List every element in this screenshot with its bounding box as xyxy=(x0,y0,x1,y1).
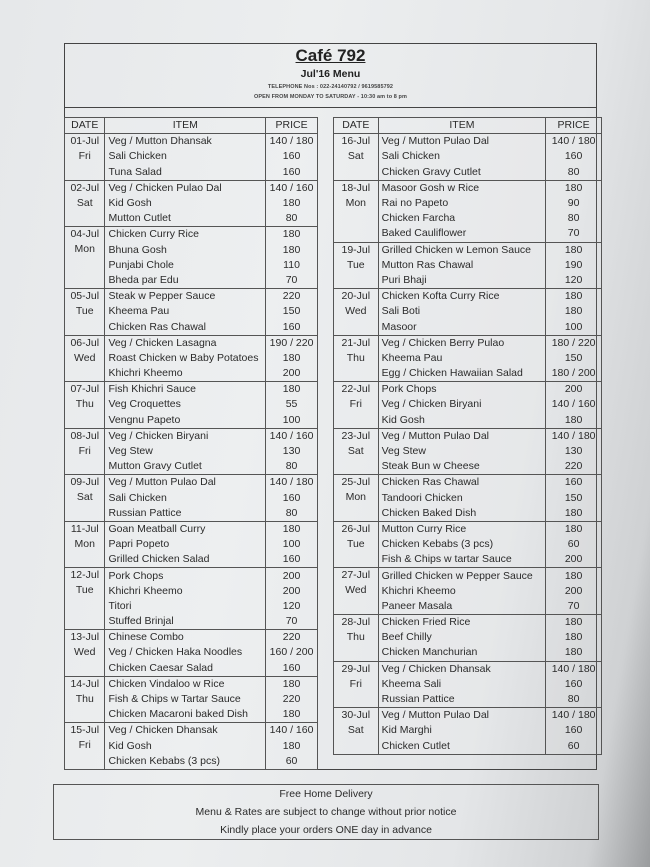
table-header-row xyxy=(65,118,318,134)
menu-row xyxy=(65,630,318,646)
item-price: 180 xyxy=(546,568,602,584)
date-cell xyxy=(334,475,379,522)
date-cell xyxy=(334,708,379,755)
item-price: 80 xyxy=(546,165,602,181)
menu-row xyxy=(334,382,602,398)
item-name: Veg / Chicken Berry Pulao xyxy=(378,335,546,351)
item-price: 140 / 180 xyxy=(266,134,318,150)
date-cell xyxy=(65,630,105,677)
menu-row xyxy=(65,382,318,398)
date-cell xyxy=(65,180,105,227)
item-name: Chicken Baked Dish xyxy=(378,506,546,522)
item-price: 160 / 200 xyxy=(266,645,318,660)
item-price: 120 xyxy=(266,599,318,614)
weekday-label: Tue xyxy=(346,258,365,271)
item-name: Mutton Ras Chawal xyxy=(378,258,546,273)
menu-row xyxy=(65,335,318,351)
item-name: Veg / Mutton Pulao Dal xyxy=(105,475,266,491)
weekday-label: Sat xyxy=(347,724,364,737)
menu-table-right xyxy=(333,117,602,755)
item-price: 180 xyxy=(266,196,318,211)
item-name: Veg Croquettes xyxy=(105,397,266,412)
item-price: 180 xyxy=(266,676,318,692)
date-label: 16-Jul xyxy=(341,135,371,148)
item-name: Puri Bhaji xyxy=(378,273,546,289)
weekday-label: Tue xyxy=(346,537,365,550)
item-name: Veg / Chicken Dhansak xyxy=(105,723,266,739)
item-price: 160 xyxy=(266,319,318,335)
item-name: Chicken Kofta Curry Rice xyxy=(378,289,546,305)
order-notice: Kindly place your orders ONE day in advance xyxy=(220,824,432,836)
date-cell xyxy=(65,335,105,382)
date-cell xyxy=(334,521,379,568)
menu-row xyxy=(65,428,318,444)
date-label: 27-Jul xyxy=(341,569,371,582)
menu-header xyxy=(64,43,597,107)
menu-row xyxy=(334,615,602,631)
date-cell xyxy=(65,568,105,630)
item-price: 70 xyxy=(266,614,318,630)
item-name: Russian Pattice xyxy=(105,506,266,522)
item-price: 200 xyxy=(546,584,602,599)
item-price: 55 xyxy=(266,397,318,412)
date-cell xyxy=(65,521,105,568)
item-price: 160 xyxy=(546,149,602,164)
item-price: 70 xyxy=(546,226,602,242)
item-name: Khichri Kheemo xyxy=(105,584,266,599)
date-label: 15-Jul xyxy=(70,724,100,737)
item-name: Masoor Gosh w Rice xyxy=(378,180,546,196)
weekday-label: Fri xyxy=(78,444,91,457)
item-price: 180 xyxy=(266,739,318,754)
item-name: Paneer Masala xyxy=(378,599,546,615)
date-label: 25-Jul xyxy=(341,476,371,489)
item-price: 130 xyxy=(266,444,318,459)
footer-notice xyxy=(53,784,599,840)
item-price: 100 xyxy=(266,537,318,552)
weekday-label: Tue xyxy=(75,305,94,318)
menu-row xyxy=(334,134,602,150)
item-price: 180 xyxy=(266,382,318,398)
date-label: 08-Jul xyxy=(70,429,100,442)
item-price: 140 / 160 xyxy=(546,397,602,412)
weekday-label: Mon xyxy=(345,491,367,504)
item-price: 180 xyxy=(546,506,602,522)
menu-row xyxy=(334,521,602,537)
menu-subtitle: Jul'16 Menu xyxy=(300,68,361,80)
item-price: 220 xyxy=(546,459,602,475)
menu-row xyxy=(65,475,318,491)
item-price: 160 xyxy=(546,677,602,692)
item-price: 220 xyxy=(266,630,318,646)
item-price: 70 xyxy=(266,273,318,289)
item-name: Veg / Mutton Dhansak xyxy=(105,134,266,150)
date-label: 23-Jul xyxy=(341,429,371,442)
date-label: 02-Jul xyxy=(70,181,100,194)
item-price: 180 xyxy=(546,521,602,537)
menu-row xyxy=(65,521,318,537)
item-name: Kid Marghi xyxy=(378,723,546,738)
date-label: 01-Jul xyxy=(70,135,100,148)
date-cell xyxy=(65,134,105,181)
weekday-label: Mon xyxy=(74,537,95,550)
item-name: Veg / Chicken Pulao Dal xyxy=(105,180,266,196)
item-price: 80 xyxy=(266,459,318,475)
date-cell xyxy=(334,134,379,181)
item-price: 180 xyxy=(546,413,602,429)
item-name: Veg / Mutton Pulao Dal xyxy=(378,708,546,724)
item-column-header: ITEM xyxy=(105,118,266,134)
item-price: 150 xyxy=(546,351,602,366)
item-name: Veg Stew xyxy=(378,444,546,459)
menu-row xyxy=(334,335,602,351)
weekday-label: Thu xyxy=(75,692,94,705)
price-column-header: PRICE xyxy=(266,118,318,134)
item-name: Russian Pattice xyxy=(378,692,546,708)
date-cell xyxy=(334,242,379,289)
item-price: 180 xyxy=(266,707,318,723)
item-price: 190 / 220 xyxy=(266,335,318,351)
item-name: Mutton Cutlet xyxy=(105,211,266,227)
header-divider xyxy=(64,107,597,108)
date-label: 14-Jul xyxy=(70,677,100,690)
item-price: 70 xyxy=(546,599,602,615)
item-price: 100 xyxy=(546,319,602,335)
item-price: 180 xyxy=(546,630,602,645)
item-name: Fish & Chips w Tartar Sauce xyxy=(105,692,266,707)
item-price: 160 xyxy=(266,165,318,181)
date-label: 12-Jul xyxy=(70,569,100,582)
item-price: 120 xyxy=(546,273,602,289)
item-price: 100 xyxy=(266,413,318,429)
date-column-header: DATE xyxy=(334,118,379,134)
date-cell xyxy=(334,289,379,336)
date-column-header: DATE xyxy=(65,118,105,134)
menu-row xyxy=(334,428,602,444)
item-name: Veg / Chicken Haka Noodles xyxy=(105,645,266,660)
item-name: Goan Meatball Curry xyxy=(105,521,266,537)
weekday-label: Sat xyxy=(347,150,364,163)
item-price: 160 xyxy=(266,552,318,568)
item-name: Kid Gosh xyxy=(105,196,266,211)
menu-row xyxy=(65,676,318,692)
date-cell xyxy=(334,615,379,662)
item-price: 180 xyxy=(266,227,318,243)
item-name: Grilled Chicken w Pepper Sauce xyxy=(378,568,546,584)
item-name: Chicken Ras Chawal xyxy=(378,475,546,491)
item-name: Tuna Salad xyxy=(105,165,266,181)
date-label: 04-Jul xyxy=(70,228,100,241)
item-price: 140 / 180 xyxy=(546,134,602,150)
date-label: 28-Jul xyxy=(341,616,371,628)
weekday-label: Fri xyxy=(78,150,91,163)
item-price: 80 xyxy=(266,211,318,227)
telephone-line: TELEPHONE Nos : 022-24140792 / 9619585792 xyxy=(267,84,394,90)
date-label: 26-Jul xyxy=(341,522,371,535)
weekday-label: Tue xyxy=(75,584,94,597)
menu-row xyxy=(65,134,318,150)
item-price: 60 xyxy=(546,537,602,552)
menu-row xyxy=(65,227,318,243)
item-price: 90 xyxy=(546,196,602,211)
weekday-label: Mon xyxy=(345,196,367,209)
menu-row xyxy=(334,289,602,305)
date-cell xyxy=(65,676,105,723)
item-price: 200 xyxy=(266,584,318,599)
item-name: Mutton Gravy Cutlet xyxy=(105,459,266,475)
date-cell xyxy=(334,661,379,708)
item-price: 200 xyxy=(266,366,318,382)
item-name: Chicken Manchurian xyxy=(378,645,546,661)
menu-row xyxy=(334,661,602,677)
item-price: 190 xyxy=(546,258,602,273)
item-price: 140 / 180 xyxy=(266,475,318,491)
item-price: 140 / 160 xyxy=(266,723,318,739)
item-price: 200 xyxy=(546,382,602,398)
item-name: Veg / Mutton Pulao Dal xyxy=(378,134,546,150)
item-price: 180 xyxy=(266,243,318,258)
item-name: Chicken Vindaloo w Rice xyxy=(105,676,266,692)
item-name: Punjabi Chole xyxy=(105,258,266,273)
menu-row xyxy=(334,475,602,491)
weekday-label: Fri xyxy=(349,398,362,411)
item-name: Grilled Chicken Salad xyxy=(105,552,266,568)
date-label: 22-Jul xyxy=(341,383,371,396)
item-price: 140 / 160 xyxy=(266,180,318,196)
item-price: 140 / 180 xyxy=(546,661,602,677)
date-label: 06-Jul xyxy=(70,336,100,349)
item-name: Baked Cauliflower xyxy=(378,226,546,242)
date-label: 13-Jul xyxy=(70,631,100,644)
item-name: Chicken Cutlet xyxy=(378,739,546,755)
item-name: Sali Chicken xyxy=(105,491,266,506)
item-name: Chicken Curry Rice xyxy=(105,227,266,243)
weekday-label: Thu xyxy=(346,351,365,364)
item-name: Roast Chicken w Baby Potatoes xyxy=(105,351,266,366)
item-name: Chicken Fried Rice xyxy=(378,615,546,631)
item-name: Rai no Papeto xyxy=(378,196,546,211)
item-name: Steak Bun w Cheese xyxy=(378,459,546,475)
item-price: 180 xyxy=(546,289,602,305)
menu-row xyxy=(65,568,318,584)
weekday-label: Wed xyxy=(74,351,96,364)
item-name: Chicken Gravy Cutlet xyxy=(378,165,546,181)
weekday-label: Wed xyxy=(74,646,96,659)
date-cell xyxy=(334,428,379,475)
item-name: Veg / Mutton Pulao Dal xyxy=(378,428,546,444)
item-name: Fish Khichri Sauce xyxy=(105,382,266,398)
item-name: Stuffed Brinjal xyxy=(105,614,266,630)
date-label: 09-Jul xyxy=(70,476,100,489)
date-cell xyxy=(334,568,379,615)
menu-row xyxy=(334,568,602,584)
date-label: 18-Jul xyxy=(341,181,371,194)
item-name: Chicken Farcha xyxy=(378,211,546,226)
item-price: 180 xyxy=(546,180,602,196)
menu-table-left xyxy=(64,117,318,770)
item-name: Chicken Macaroni baked Dish xyxy=(105,707,266,723)
date-cell xyxy=(65,227,105,289)
opening-hours: OPEN FROM MONDAY TO SATURDAY - 10:30 am to 8 pm xyxy=(253,94,408,100)
date-label: 19-Jul xyxy=(341,243,371,256)
item-name: Egg / Chicken Hawaiian Salad xyxy=(378,366,546,382)
item-name: Bhuna Gosh xyxy=(105,243,266,258)
item-name: Mutton Curry Rice xyxy=(378,521,546,537)
date-label: 05-Jul xyxy=(70,290,100,303)
delivery-notice: Free Home Delivery xyxy=(279,788,373,800)
item-price: 180 / 200 xyxy=(546,366,602,382)
item-name: Titori xyxy=(105,599,266,614)
item-price: 160 xyxy=(266,491,318,506)
item-name: Pork Chops xyxy=(105,568,266,584)
item-price: 180 xyxy=(546,242,602,258)
date-cell xyxy=(334,180,379,242)
cafe-title: Café 792 xyxy=(295,46,366,65)
item-price: 180 xyxy=(546,645,602,661)
item-name: Chicken Kebabs (3 pcs) xyxy=(378,537,546,552)
date-label: 30-Jul xyxy=(341,709,371,722)
item-price: 60 xyxy=(266,754,318,770)
item-name: Sali Boti xyxy=(378,304,546,319)
item-price: 130 xyxy=(546,444,602,459)
weekday-label: Mon xyxy=(74,243,95,256)
item-price: 180 / 220 xyxy=(546,335,602,351)
weekday-label: Thu xyxy=(346,631,365,643)
date-label: 07-Jul xyxy=(70,383,100,396)
item-price: 80 xyxy=(266,506,318,522)
item-name: Veg / Chicken Lasagna xyxy=(105,335,266,351)
item-price: 80 xyxy=(546,692,602,708)
date-cell xyxy=(65,723,105,770)
item-price: 110 xyxy=(266,258,318,273)
item-price: 180 xyxy=(266,521,318,537)
menu-row xyxy=(65,723,318,739)
item-name: Sali Chicken xyxy=(105,149,266,164)
item-price: 200 xyxy=(546,552,602,568)
item-price: 160 xyxy=(546,475,602,491)
weekday-label: Fri xyxy=(78,739,91,752)
item-name: Kheema Pau xyxy=(105,304,266,319)
weekday-label: Fri xyxy=(349,677,362,690)
item-name: Sali Chicken xyxy=(378,149,546,164)
date-cell xyxy=(65,428,105,475)
item-price: 180 xyxy=(546,615,602,631)
item-name: Chicken Caesar Salad xyxy=(105,661,266,677)
item-name: Khichri Kheemo xyxy=(378,584,546,599)
date-label: 21-Jul xyxy=(341,336,371,349)
date-label: 20-Jul xyxy=(341,290,371,303)
weekday-label: Wed xyxy=(345,584,367,597)
item-price: 160 xyxy=(266,149,318,164)
date-label: 11-Jul xyxy=(70,522,99,535)
weekday-label: Thu xyxy=(75,398,94,411)
item-price: 80 xyxy=(546,211,602,226)
weekday-label: Sat xyxy=(76,491,93,504)
item-name: Kheema Pau xyxy=(378,351,546,366)
item-name: Fish & Chips w tartar Sauce xyxy=(378,552,546,568)
item-name: Chinese Combo xyxy=(105,630,266,646)
weekday-label: Sat xyxy=(347,444,364,457)
item-name: Papri Popeto xyxy=(105,537,266,552)
item-price: 160 xyxy=(266,661,318,677)
item-price: 150 xyxy=(266,304,318,319)
item-name: Veg Stew xyxy=(105,444,266,459)
item-name: Kheema Sali xyxy=(378,677,546,692)
rates-notice: Menu & Rates are subject to change without prior notice xyxy=(195,806,457,818)
item-price: 150 xyxy=(546,491,602,506)
item-price: 220 xyxy=(266,692,318,707)
item-price: 60 xyxy=(546,739,602,755)
item-name: Chicken Ras Chawal xyxy=(105,319,266,335)
date-label: 29-Jul xyxy=(341,662,371,675)
item-name: Khichri Kheemo xyxy=(105,366,266,382)
item-name: Kid Gosh xyxy=(378,413,546,429)
item-name: Grilled Chicken w Lemon Sauce xyxy=(378,242,546,258)
item-name: Kid Gosh xyxy=(105,739,266,754)
item-price: 140 / 160 xyxy=(266,428,318,444)
date-cell xyxy=(65,289,105,336)
item-name: Veg / Chicken Biryani xyxy=(378,397,546,412)
item-price: 220 xyxy=(266,289,318,305)
item-name: Masoor xyxy=(378,319,546,335)
item-price: 160 xyxy=(546,723,602,738)
item-price: 140 / 180 xyxy=(546,428,602,444)
item-name: Veg / Chicken Dhansak xyxy=(378,661,546,677)
item-price: 200 xyxy=(266,568,318,584)
date-cell xyxy=(334,382,379,429)
item-price: 140 / 180 xyxy=(546,708,602,724)
item-name: Pork Chops xyxy=(378,382,546,398)
menu-row xyxy=(65,289,318,305)
item-name: Veg / Chicken Biryani xyxy=(105,428,266,444)
item-name: Chicken Kebabs (3 pcs) xyxy=(105,754,266,770)
date-cell xyxy=(65,382,105,429)
item-price: 180 xyxy=(546,304,602,319)
item-name: Tandoori Chicken xyxy=(378,491,546,506)
date-cell xyxy=(65,475,105,522)
menu-row xyxy=(334,242,602,258)
menu-row xyxy=(334,180,602,196)
weekday-label: Sat xyxy=(76,196,93,209)
item-name: Bheda par Edu xyxy=(105,273,266,289)
item-name: Steak w Pepper Sauce xyxy=(105,289,266,305)
date-cell xyxy=(334,335,379,382)
item-name: Beef Chilly xyxy=(378,630,546,645)
item-price: 180 xyxy=(266,351,318,366)
table-header-row xyxy=(334,118,602,134)
weekday-label: Wed xyxy=(345,305,367,318)
price-column-header: PRICE xyxy=(546,118,602,134)
item-column-header: ITEM xyxy=(378,118,546,134)
menu-row xyxy=(65,180,318,196)
item-name: Vengnu Papeto xyxy=(105,413,266,429)
menu-row xyxy=(334,708,602,724)
